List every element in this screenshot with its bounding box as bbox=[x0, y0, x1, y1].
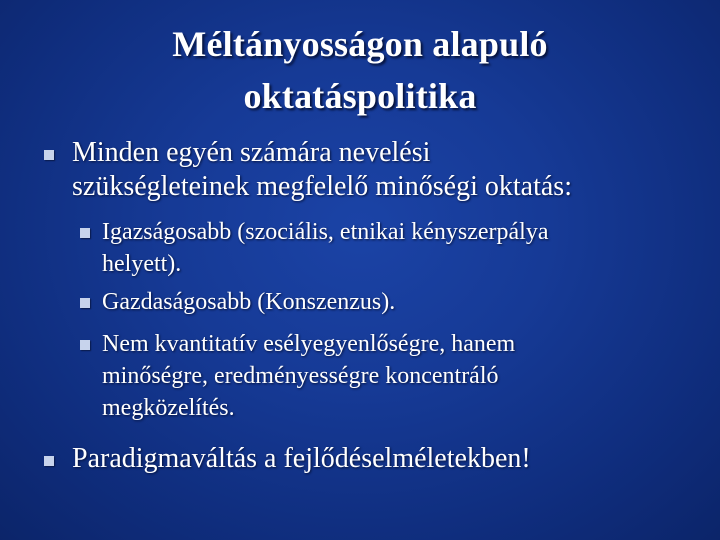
sub-bullet-line: Igazságosabb (szociális, etnikai kényszerpálya bbox=[102, 219, 549, 245]
sub-bullet-text bbox=[102, 286, 682, 318]
bullet-text bbox=[72, 442, 712, 476]
sub-bullet-line: Gazdaságosabb (Konszenzus). bbox=[102, 289, 396, 315]
slide-title bbox=[60, 18, 660, 122]
sub-bullet-text bbox=[102, 216, 682, 280]
sub-bullet-line: Nem kvantitatív esélyegyenlőségre, hanem bbox=[102, 331, 516, 357]
square-bullet-icon bbox=[80, 298, 90, 308]
bullet-line: Paradigmaváltás a fejlődéselméletekben! bbox=[72, 443, 531, 474]
title-line: oktatáspolitika bbox=[243, 76, 477, 116]
square-bullet-icon bbox=[80, 228, 90, 238]
sub-bullet-line: minőségre, eredményességre koncentráló bbox=[102, 363, 499, 389]
square-bullet-icon bbox=[44, 456, 54, 466]
bullet-line: szükségleteinek megfelelő minőségi oktatás: bbox=[72, 171, 572, 202]
bullet-text bbox=[72, 136, 712, 204]
square-bullet-icon bbox=[80, 340, 90, 350]
bullet-line: Minden egyén számára nevelési bbox=[72, 137, 431, 168]
square-bullet-icon bbox=[44, 150, 54, 160]
sub-bullet-text bbox=[102, 328, 682, 424]
title-line: Méltányosságon alapuló bbox=[172, 24, 548, 64]
sub-bullet-line: megközelítés. bbox=[102, 395, 235, 421]
sub-bullet-line: helyett). bbox=[102, 251, 182, 277]
